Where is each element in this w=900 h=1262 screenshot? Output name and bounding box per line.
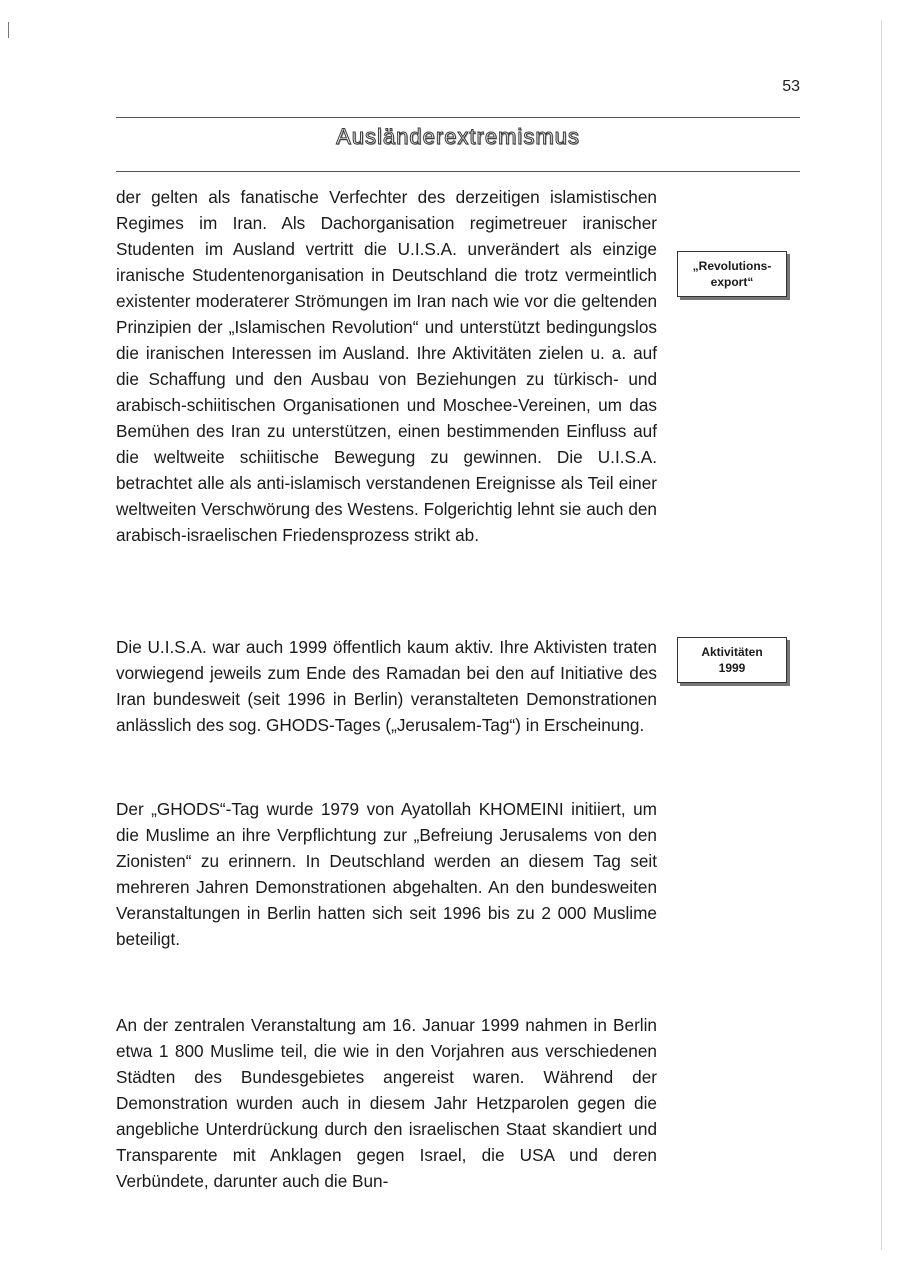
paragraph-uisa-ideology: der gelten als fanatische Verfechter des derzeitigen islamistischen Regimes im Iran. Als Dachorganisation regimetreuer iranischer Studenten im Ausland vertritt die U.I.S.A. unverändert als einzige iranische Studentenorganisation in Deutschland die trotz vermeintlich existenter moderaterer Strömungen im Iran nach wie vor die geltenden Prinzipien der „Islamischen Revolution“ und unterstützt bedingungslos die iranischen Interessen im Ausland. Ihre Aktivitäten zielen u. a. auf die Schaffung und den Ausbau von Beziehungen zu türkisch- und arabisch-schiitischen Organisationen und Moschee-Vereinen, um das Bemühen des Iran zu unterstützen, einen bestimmenden Einfluss auf die weltweite schiitische Bewegung zu gewinnen. Die U.I.S.A. betrachtet alle als anti-islamisch verstandenen Ereignisse als Teil einer weltweiten Verschwörung des Westens. Folgerichtig lehnt sie auch den arabisch-israelischen Friedensprozess strikt ab. — [116, 187, 657, 545]
margin-note-line: export“ — [710, 275, 754, 289]
paragraph-activities-1999: Die U.I.S.A. war auch 1999 öffentlich kaum aktiv. Ihre Aktivisten traten vorwiegend jeweils zum Ende des Ramadan bei den auf Initiative des Iran bundesweit (seit 1996 in Berlin) veranstalteten Demonstrationen anlässlich des sog. GHODS-Tages („Jerusalem-Tag“) in Erscheinung. — [116, 637, 657, 735]
margin-note-line: Aktivitäten — [701, 645, 763, 659]
margin-note-line: 1999 — [718, 661, 746, 675]
scan-artifact-left — [8, 22, 9, 38]
paragraph-ghods-day: Der „GHODS“-Tag wurde 1979 von Ayatollah KHOMEINI initiiert, um die Muslime an ihre Verpflichtung zur „Befreiung Jerusalems von den Zionisten“ zu erinnern. In Deutschland werden an diesem Tag seit mehreren Jahren Demonstrationen abgehalten. An den bundesweiten Veranstaltungen in Berlin hatten sich seit 1996 bis zu 2 000 Muslime beteiligt. — [116, 799, 657, 949]
header-rule-top — [116, 117, 800, 118]
header-rule-bottom — [116, 171, 800, 172]
page-number: 53 — [782, 78, 800, 95]
scan-artifact-right — [881, 20, 882, 1250]
margin-note-line: „Revolutions- — [692, 259, 772, 273]
paragraph-berlin-event: An der zentralen Veranstaltung am 16. Januar 1999 nahmen in Berlin etwa 1 800 Muslime teil, die wie in den Vorjahren aus verschiedenen Städten des Bundesgebietes angereist waren. Während der Demonstration wurden auch in diesem Jahr Hetzparolen gegen die angebliche Unterdrückung durch den israelischen Staat skandiert und Transparente mit Anklagen gegen Israel, die USA und deren Verbündete, darunter auch die Bun- — [116, 1015, 657, 1191]
margin-note-revolutionsexport — [677, 251, 787, 297]
section-title: Ausländerextremismus — [336, 124, 580, 149]
margin-note-aktivitaeten — [677, 637, 787, 683]
